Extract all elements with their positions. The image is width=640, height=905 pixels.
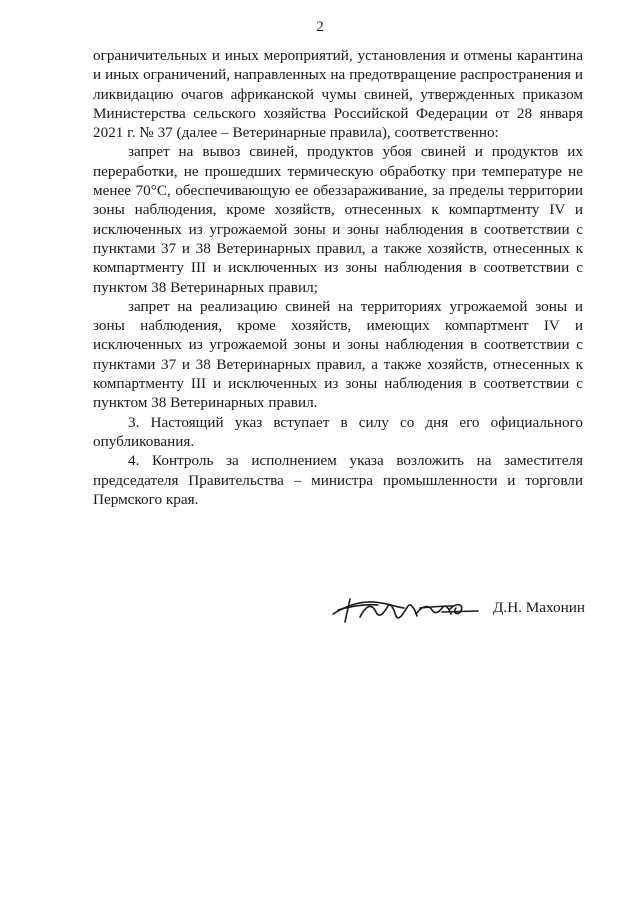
page-number: 2 bbox=[316, 19, 324, 35]
paragraph-entry-into-force: 3. Настоящий указ вступает в силу со дня его официального опубликования. bbox=[93, 413, 583, 450]
handwritten-signature bbox=[330, 590, 480, 630]
signature-block bbox=[330, 590, 585, 630]
paragraph-continuation: ограничительных и иных мероприятий, установления и отмены карантина и иных ограничений, направленных на предотвращение распространения и ликвидацию очагов африканской чумы свиней, утвержденных приказом Министерства сельского хозяйства Российской Федерации от 28 января 2021 г. № 37 (далее – Ветеринарные правила), соответственно: bbox=[93, 47, 583, 142]
document-body bbox=[93, 46, 583, 509]
paragraph-export-ban: запрет на вывоз свиней, продуктов убоя свиней и продуктов их переработки, не прошедших термическую обработку при температуре не менее 70°С, обеспечивающую ее обеззараживание, за пределы территории зоны наблюдения, кроме хозяйств, отнесенных к компартменту IV и исключенных из угрожаемой зоны и зоны наблюдения в соответствии с пунктами 37 и 38 Ветеринарных правил, а также хозяйств, отнесенных к компартменту III и исключенных из зоны наблюдения в соответствии с пунктом 38 Ветеринарных правил; bbox=[93, 143, 583, 296]
paragraph-sale-ban: запрет на реализацию свиней на территориях угрожаемой зоны и зоны наблюдения, кроме хозяйств, имеющих компартмент IV и исключенных из угрожаемой зоны и зоны наблюдения в соответствии с пунктами 37 и 38 Ветеринарных правил, а также хозяйств, отнесенных к компартменту III и исключенных из зоны наблюдения в соответствии с пунктом 38 Ветеринарных правил. bbox=[93, 297, 583, 412]
paragraph-control: 4. Контроль за исполнением указа возложить на заместителя председателя Правительства – министра промышленности и торговли Пермского края. bbox=[93, 452, 583, 508]
signatory-name: Д.Н. Махонин bbox=[493, 599, 585, 616]
